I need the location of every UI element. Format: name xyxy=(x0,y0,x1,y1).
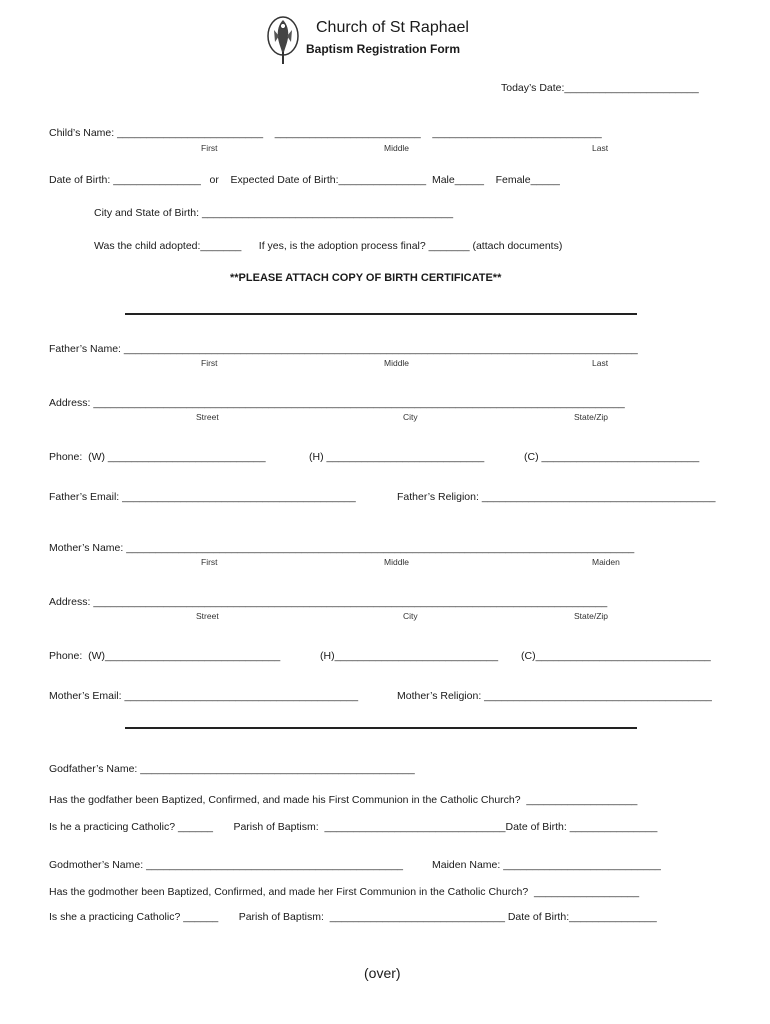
birth-certificate-notice: **PLEASE ATTACH COPY OF BIRTH CERTIFICATE** xyxy=(230,272,502,284)
mother-phone-work-field[interactable]: Phone: (W)______________________________ xyxy=(49,650,281,662)
father-sub-middle: Middle xyxy=(384,358,410,368)
father-sub-street: Street xyxy=(196,412,219,422)
godfather-practicing-field[interactable]: Is he a practicing Catholic? ______ Parish of Baptism: _______________________________Date of Birth: _______________ xyxy=(49,821,658,833)
godfather-sacraments-field[interactable]: Has the godfather been Baptized, Confirmed, and made his First Communion in the Catholic Church? ___________________ xyxy=(49,794,638,806)
godmother-name-field[interactable]: Godmother’s Name: ____________________________________________ xyxy=(49,859,404,871)
church-name: Church of St Raphael xyxy=(316,19,469,36)
mother-phone-home-field[interactable]: (H)____________________________ xyxy=(320,650,499,662)
mother-address-field[interactable]: Address: ________________________________________________________________________________________ xyxy=(49,596,608,608)
child-dob-field[interactable]: Date of Birth: _______________ or Expected Date of Birth:_______________ Male_____ Female_____ xyxy=(49,174,560,186)
father-phone-home-field[interactable]: (H) ___________________________ xyxy=(309,451,485,463)
mother-sub-street: Street xyxy=(196,611,219,621)
godmother-practicing-field[interactable]: Is she a practicing Catholic? ______ Parish of Baptism: ______________________________ Date of Birth:_______________ xyxy=(49,911,657,923)
mother-sub-maiden: Maiden xyxy=(592,557,620,567)
mother-sub-city: City xyxy=(403,611,418,621)
father-phone-work-field[interactable]: Phone: (W) ___________________________ xyxy=(49,451,266,463)
mother-email-field[interactable]: Mother’s Email: ________________________________________ xyxy=(49,690,359,702)
section-divider xyxy=(125,727,637,729)
child-sub-middle: Middle xyxy=(384,143,410,153)
mother-sub-first: First xyxy=(201,557,218,567)
father-sub-last: Last xyxy=(592,358,609,368)
child-name-field[interactable]: Child’s Name: _________________________ _________________________ _____________________________ xyxy=(49,127,602,139)
father-sub-first: First xyxy=(201,358,218,368)
child-adopted-field[interactable]: Was the child adopted:_______ If yes, is the adoption process final? _______ (attach documents) xyxy=(94,240,563,252)
mother-sub-statezip: State/Zip xyxy=(574,611,609,621)
father-religion-field[interactable]: Father’s Religion: ________________________________________ xyxy=(397,491,716,503)
child-birthplace-field[interactable]: City and State of Birth: ___________________________________________ xyxy=(94,207,454,219)
father-phone-cell-field[interactable]: (C) ___________________________ xyxy=(524,451,700,463)
mother-name-field[interactable]: Mother’s Name: _______________________________________________________________________________________ xyxy=(49,542,635,554)
father-address-field[interactable]: Address: ___________________________________________________________________________________________ xyxy=(49,397,625,409)
church-logo xyxy=(265,14,301,66)
godmother-maiden-field[interactable]: Maiden Name: ___________________________ xyxy=(432,859,661,871)
father-sub-city: City xyxy=(403,412,418,422)
mother-phone-cell-field[interactable]: (C)______________________________ xyxy=(521,650,711,662)
form-title: Baptism Registration Form xyxy=(306,42,461,56)
father-email-field[interactable]: Father’s Email: ________________________________________ xyxy=(49,491,356,503)
todays-date-field[interactable]: Today’s Date:_______________________ xyxy=(501,82,699,94)
father-name-field[interactable]: Father’s Name: ________________________________________________________________________________________ xyxy=(49,343,638,355)
child-sub-first: First xyxy=(201,143,218,153)
godmother-sacraments-field[interactable]: Has the godmother been Baptized, Confirmed, and made her First Communion in the Catholic Church? __________________ xyxy=(49,886,640,898)
godfather-name-field[interactable]: Godfather’s Name: _______________________________________________ xyxy=(49,763,415,775)
over-page-note: (over) xyxy=(364,965,401,981)
mother-sub-middle: Middle xyxy=(384,557,410,567)
father-sub-statezip: State/Zip xyxy=(574,412,609,422)
section-divider xyxy=(125,313,637,315)
child-sub-last: Last xyxy=(592,143,609,153)
mother-religion-field[interactable]: Mother’s Religion: _______________________________________ xyxy=(397,690,712,702)
